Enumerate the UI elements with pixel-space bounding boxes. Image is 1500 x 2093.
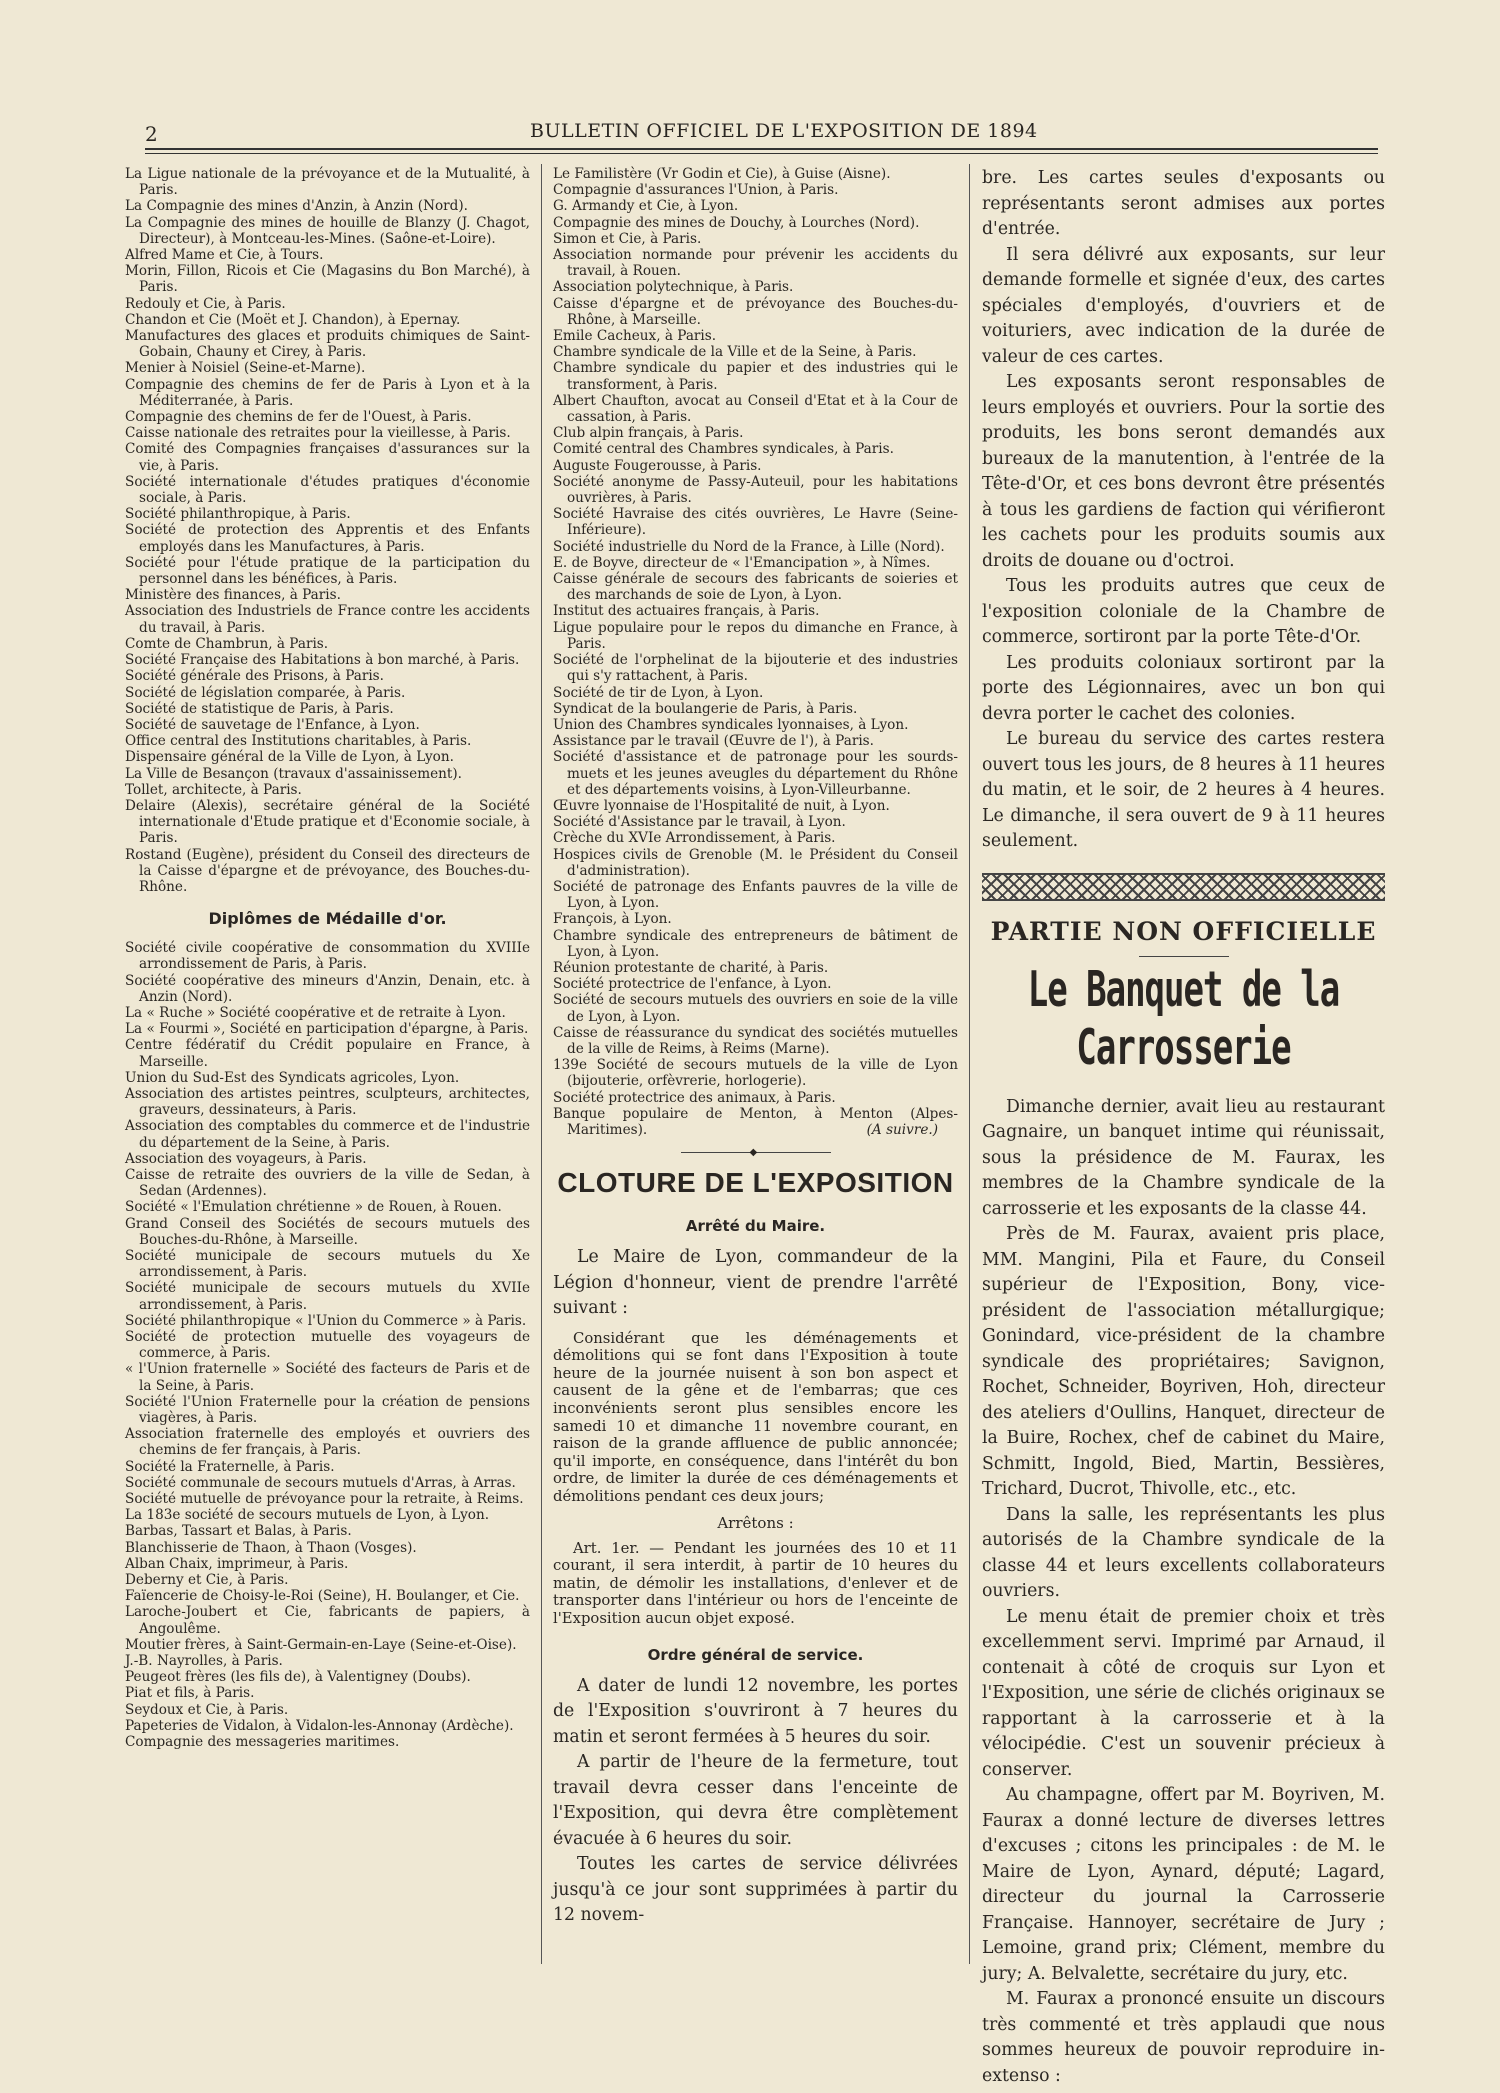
list-item: Auguste Fougerousse, à Paris. [553,457,762,474]
service-paragraph: Tous les produits autres que ceux de l'exposition coloniale de la Chambre de commerce, sortiront par la porte Tête-d'Or. [982,576,1385,647]
list-item: Ligue populaire pour le repos du dimanche en France, à Paris. [553,619,958,652]
list-item: Société de législation comparée, à Paris. [125,684,406,701]
header-rule [145,148,1378,150]
list-item: La Compagnie des mines de houille de Blanzy (J. Chagot, Directeur), à Montceau-les-Mines. (Saône-et-Loire). [125,214,530,247]
list-item: Société la Fraternelle, à Paris. [125,1458,335,1475]
list-item: Association des Industriels de France contre les accidents du travail, à Paris. [125,603,530,636]
list-item: Menier à Noisiel (Seine-et-Marne). [125,360,366,377]
header-rule-thin [145,153,1378,154]
list-item: Caisse de retraite des ouvriers de la ville de Sedan, à Sedan (Ardennes). [125,1166,530,1200]
list-item: Société municipale de secours mutuels du XVIIe arrondissement, à Paris. [125,1280,530,1313]
list-item: Seydoux et Cie, à Paris. [125,1701,289,1718]
list-item: Société « l'Emulation chrétienne » de Rouen, à Rouen. [125,1199,502,1216]
list-item: Chambre syndicale du papier et des industries qui le transforment, à Paris. [553,360,958,393]
list-item: Chandon et Cie (Moët et J. Chandon), à Epernay. [125,311,461,328]
list-item: Delaire (Alexis), secrétaire général de la Société internationale d'Etude pratique et d'Economie sociale, à Paris. [125,797,530,847]
service-paragraph: Les produits coloniaux sortiront par la porte des Légionnaires, avec un bon qui devra porter le cachet des colonies. [982,652,1385,724]
list-item: G. Armandy et Cie, à Lyon. [553,198,739,215]
list-item: Caisse générale de secours des fabricants de soieries et des marchands de soie de Lyon, à Lyon. [553,571,958,604]
list-item: Alban Chaix, imprimeur, à Paris. [125,1555,349,1572]
list-item: Compagnie des chemins de fer de l'Ouest, à Paris. [125,409,472,426]
list-item: Laroche-Joubert et Cie, fabricants de papiers, à Angoulême. [125,1604,530,1637]
list-item: Association des artistes peintres, sculpteurs, architectes, graveurs, dessinateurs, à Paris. [125,1085,530,1119]
list-item: Manufactures des glaces et produits chimiques de Saint-Gobain, Chauny et Cirey, à Paris. [125,328,530,361]
list-item: Chambre syndicale de la Ville et de la Seine, à Paris. [553,344,917,361]
banquet-paragraph: Près de M. Faurax, avaient pris place, MM. Mangini, Pila et Faure, du Conseil supérieur de l'Exposition, Bony, vice-président de l'association métallurgique; Gonindard, vice-président de la chambre syndicale des propriétaires; Savignon, Rochet, Schneider, Boyriven, Hoh, directeur des ateliers d'Oullins, Hanquet, directeur de la Buire, Rochex, chef de cabinet du Maire, Schmitt, Ingold, Bied, Martin, Bessières, Trichard, Ducrot, Thivolle, etc., etc. [982,1224,1385,1499]
list-item: Société protectrice de l'enfance, à Lyon. [553,976,832,993]
list-item: Tollet, architecte, à Paris. [125,781,302,798]
list-item: Banque populaire de Menton, à Menton (Alpes-Maritimes). [553,1105,958,1138]
service-order-heading: Ordre général de service. [647,1645,864,1664]
service-paragraph: bre. Les cartes seules d'exposants ou représentants seront admises aux portes d'entrée. [982,168,1385,239]
list-item: Faïencerie de Choisy-le-Roi (Seine), H. Boulanger, et Cie. [125,1588,520,1605]
list-item: Société de l'orphelinat de la bijouterie et des industries qui s'y rattachent, à Paris. [553,652,958,685]
list-item: Comte de Chambrun, à Paris. [125,635,329,652]
list-item: Société communale de secours mutuels d'Arras, à Arras. [125,1474,516,1491]
list-item: Société de statistique de Paris, à Paris. [125,700,394,717]
column-right [982,166,1385,2089]
list-item: Caisse nationale des retraites pour la vieillesse, à Paris. [125,425,511,442]
banquet-title: Le Banquet de la Carrosserie [1027,960,1340,1077]
service-paragraph: A partir de l'heure de la fermeture, tout travail devra cesser dans l'enceinte de l'Exposition, qui devra être complètement évacuée à 6 heures du soir. [553,1752,958,1849]
decree-arretons: Arrêtons : [717,1513,794,1532]
list-item: Morin, Fillon, Ricois et Cie (Magasins du Bon Marché), à Paris. [125,263,530,296]
service-paragraph: Toutes les cartes de service délivrées jusqu'à ce jour sont supprimées à partir du 12 novem- [553,1854,958,1926]
list-item: Société Française des Habitations à bon marché, à Paris. [125,652,520,669]
closing-title: CLOTURE DE L'EXPOSITION [557,1167,954,1199]
list-item: Association normande pour prévenir les accidents du travail, à Rouen. [553,247,958,280]
service-paragraph: Le bureau du service des cartes restera ouvert tous les jours, de 8 heures à 11 heures du matin, et le soir, de 2 heures à 4 heures. Le dimanche, il sera ouvert de 9 à 11 heures seulement. [982,729,1385,851]
list-item: E. de Boyve, directeur de « l'Emancipation », à Nîmes. [553,554,931,571]
list-item: Union du Sud-Est des Syndicats agricoles, Lyon. [125,1069,460,1086]
list-item: Dispensaire général de la Ville de Lyon, à Lyon. [125,749,454,766]
list-item: Société d'assistance et de patronage pour les sourds-muets et les jeunes aveugles du département du Rhône et des départements voisins, à Lyon-Villeurbanne. [553,749,958,798]
list-item: Ministère des finances, à Paris. [125,587,341,604]
list-item: Barbas, Tassart et Balas, à Paris. [125,1523,352,1540]
list-item: Grand Conseil des Sociétés de secours mutuels des Bouches-du-Rhône, à Marseille. [125,1215,530,1248]
list-item: Chambre syndicale des entrepreneurs de bâtiment de Lyon, à Lyon. [553,927,958,960]
banquet-paragraph: Dimanche dernier, avait lieu au restaurant Gagnaire, un banquet intime qui réunissait, sous la présidence de M. Faurax, les membres de la Chambre syndicale de la carrosserie et les exposants de la classe 44. [982,1096,1385,1219]
non-official-title: PARTIE NON OFFICIELLE [990,916,1377,946]
list-item: Société mutuelle de prévoyance pour la retraite, à Reims. [125,1491,524,1508]
page-number: 2 [145,122,158,146]
list-item: La Ligue nationale de la prévoyance et de la Mutualité, à Paris. [125,166,530,199]
diamond-icon: ◆ [749,1147,758,1159]
list-item: Crèche du XVIe Arrondissement, à Paris. [553,830,836,847]
list-item: Caisse d'épargne et de prévoyance des Bouches-du-Rhône, à Marseille. [553,295,958,328]
list-item: Hospices civils de Grenoble (M. le Président du Conseil d'administration). [553,846,958,879]
list-item: Société philanthropique, à Paris. [125,506,351,523]
list-item: Redouly et Cie, à Paris. [125,295,286,312]
service-paragraph: Il sera délivré aux exposants, sur leur demande formelle et signée d'eux, des cartes spéciales d'employés, d'ouvriers et de voituriers, avec indication de la durée de valeur de ces cartes. [982,244,1385,367]
list-item: Société municipale de secours mutuels du Xe arrondissement, à Paris. [125,1248,530,1281]
list-item: Société de secours mutuels des ouvriers en soie de la ville de Lyon, à Lyon. [553,992,958,1025]
decree-intro: Le Maire de Lyon, commandeur de la Légion d'honneur, vient de prendre l'arrêté suivant : [553,1247,958,1319]
list-item: Emile Cacheux, à Paris. [553,328,717,345]
banquet-paragraph: Dans la salle, les représentants les plus autorisés de la Chambre syndicale de la classe 44 et leurs excellents collaborateurs ouvriers. [982,1504,1385,1601]
list-item: Papeteries de Vidalon, à Vidalon-les-Annonay (Ardèche). [125,1717,514,1734]
list-item: Société de protection mutuelle des voyageurs de commerce, à Paris. [125,1329,530,1362]
list-item: J.-B. Nayrolles, à Paris. [125,1653,283,1670]
list-item: Syndicat de la boulangerie de Paris, à Paris. [553,700,858,717]
gold-medal-heading: Diplômes de Médaille d'or. [208,909,447,929]
list-item: Société industrielle du Nord de la France, à Lille (Nord). [553,538,945,555]
gold-medal-list [125,940,530,1750]
list-item: Alfred Mame et Cie, à Tours. [125,247,324,264]
decree-considering: Considérant que les déménagements et démolitions qui se font dans l'Exposition à toute heure de la journée nuisent à son bon aspect et causent de la gêne et de l'embarras; que ces inconvénients seront plus sensibles encore les samedi 10 et dimanche 11 novembre courant, en raison de la grande affluence de public annoncée; qu'il importe, en conséquence, dans l'intérêt du bon ordre, de limiter la durée de ces déménagements et démolitions pendant ces deux jours; [553,1329,958,1506]
list-item: François, à Lyon. [553,911,672,928]
list-item: Société pour l'étude pratique de la participation du personnel dans les bénéfices, à Paris. [125,554,530,588]
list-item: Société de patronage des Enfants pauvres de la ville de Lyon, à Lyon. [553,878,958,912]
list-item: Association des comptables du commerce et de l'industrie du département de la Seine, à Paris. [125,1118,530,1151]
list-item: Piat et fils, à Paris. [125,1685,255,1702]
list-item: Société l'Union Fraternelle pour la création de pensions viagères, à Paris. [125,1393,530,1427]
list-item: Deberny et Cie, à Paris. [125,1572,289,1589]
list-item: Institut des actuaires français, à Paris. [553,603,820,620]
list-item: Société générale des Prisons, à Paris. [125,668,384,685]
list-item: Assistance par le travail (Œuvre de l'), à Paris. [553,733,874,750]
list-item: La 183e société de secours mutuels de Lyon, à Lyon. [125,1507,490,1524]
list-item: Société civile coopérative de consommation du XVIIIe arrondissement de Paris, à Paris. [125,940,530,973]
list-item: Compagnie des mines de Douchy, à Lourches (Nord). [553,214,920,231]
list-item: Union des Chambres syndicales lyonnaises, à Lyon. [553,716,909,733]
award-list [125,166,530,895]
section-divider [681,1147,831,1159]
list-item: La « Fourmi », Société en participation d'épargne, à Paris. [125,1021,529,1038]
list-item: Rostand (Eugène), président du Conseil des directeurs de la Caisse d'épargne et de prévoyance, des Bouches-du-Rhône. [125,846,530,895]
list-item: Comité central des Chambres syndicales, à Paris. [553,441,894,458]
list-item: Société Havraise des cités ouvrières, Le Havre (Seine-Inférieure). [553,506,958,539]
list-item: 139e Société de secours mutuels de la ville de Lyon (bijouterie, orfèvrerie, horlogerie). [553,1057,958,1090]
ornamental-border [982,873,1385,901]
list-item: Albert Chaufton, avocat au Conseil d'Etat et à la Cour de cassation, à Paris. [553,392,958,426]
list-item: Comité des Compagnies françaises d'assurances sur la vie, à Paris. [125,441,530,474]
service-paragraph: A dater de lundi 12 novembre, les portes de l'Exposition s'ouvriront à 7 heures du matin et seront fermées à 5 heures du soir. [553,1675,958,1747]
list-item: Peugeot frères (les fils de), à Valentigney (Doubs). [125,1669,471,1686]
service-paragraph: Les exposants seront responsables de leurs employés et ouvriers. Pour la sortie des produits, les bons seront demandés aux bureaux de la manutention, à l'entrée de la Tête-d'Or, et ces bons devront être présentés à tous les gardiens de faction qui vérifieront les cachets pour les produits soumis aux droits de douane ou d'octroi. [982,372,1385,571]
list-item: Société coopérative des mineurs d'Anzin, Denain, etc. à Anzin (Nord). [125,972,530,1005]
list-item: Société philanthropique « l'Union du Commerce » à Paris. [125,1312,527,1329]
column-divider [969,164,970,1964]
list-item: La « Ruche » Société coopérative et de retraite à Lyon. [125,1004,506,1021]
list-item: Office central des Institutions charitables, à Paris. [125,733,472,750]
award-list-continued [553,166,958,1138]
mayor-decree-heading: Arrêté du Maire. [685,1217,826,1236]
banquet-paragraph: Le menu était de premier choix et très excellemment servi. Imprimé par Arnaud, il contenait à côté de croquis sur Lyon et l'Exposition, une série de clichés originaux se rapportant à la carrosserie et à la vélocipédie. C'est un souvenir précieux à conserver. [982,1606,1385,1780]
list-item: Caisse de réassurance du syndicat des sociétés mutuelles de la ville de Reims, à Reims (Marne). [553,1024,958,1057]
column-left [125,166,530,1750]
list-item: Association des voyageurs, à Paris. [125,1150,367,1167]
list-item: « l'Union fraternelle » Société des facteurs de Paris et de la Seine, à Paris. [125,1361,530,1394]
list-item: Société de sauvetage de l'Enfance, à Lyon. [125,716,420,733]
list-item: La Compagnie des mines d'Anzin, à Anzin (Nord). [125,198,468,215]
list-item: Société anonyme de Passy-Auteuil, pour les habitations ouvrières, à Paris. [553,473,958,507]
list-item: Simon et Cie, à Paris. [553,230,702,247]
column-middle [553,166,958,1929]
list-item: Société de tir de Lyon, à Lyon. [553,684,764,701]
list-item: Le Familistère (Vr Godin et Cie), à Guise (Aisne). [553,166,891,182]
title-rule [1139,956,1229,957]
list-item: Compagnie des messageries maritimes. [125,1734,400,1751]
list-item: Œuvre lyonnaise de l'Hospitalité de nuit, à Lyon. [553,797,890,814]
list-item: Réunion protestante de charité, à Paris. [553,959,829,976]
list-item: Association polytechnique, à Paris. [553,279,794,296]
banquet-paragraph: Au champagne, offert par M. Boyriven, M. Faurax a donné lecture de diverses lettres d'excuses ; citons les principales : de M. le Maire de Lyon, Aynard, député; Lagard, directeur du journal la Carrosserie Française. Hannoyer, secrétaire de Jury ; Lemoine, grand prix; Clément, membre du jury; A. Belvalette, secrétaire du jury, etc. [982,1785,1385,1984]
list-item: Centre fédératif du Crédit populaire en France, à Marseille. [125,1037,530,1070]
list-item: Société d'Assistance par le travail, à Lyon. [553,814,846,831]
list-item: Société protectrice des animaux, à Paris. [553,1089,836,1106]
list-item: La Ville de Besançon (travaux d'assainissement). [125,765,462,782]
list-item: Compagnie d'assurances l'Union, à Paris. [553,182,839,199]
to-be-continued: (A suivre.) [866,1122,938,1139]
column-divider [541,164,542,1964]
running-head: BULLETIN OFFICIEL DE L'EXPOSITION DE 1894 [530,120,1038,142]
decree-article: Art. 1er. — Pendant les journées des 10 et 11 courant, il sera interdit, à partir de 10 heures du matin, de démolir les installations, d'enlever et de transporter dans l'intérieur ou hors de l'enceinte de l'Exposition aucun objet exposé. [553,1539,958,1627]
list-item: Société de protection des Apprentis et des Enfants employés dans les Manufactures, à Paris. [125,522,530,555]
list-item: Association fraternelle des employés et ouvriers des chemins de fer français, à Paris. [125,1426,530,1459]
list-item: Club alpin français, à Paris. [553,425,744,442]
list-item: Moutier frères, à Saint-Germain-en-Laye (Seine-et-Oise). [125,1636,517,1653]
banquet-paragraph: M. Faurax a prononcé ensuite un discours très commenté et très applaudi que nous sommes heureux de pouvoir reproduire in-extenso : [982,1989,1385,2086]
list-item: Compagnie des chemins de fer de Paris à Lyon et à la Méditerranée, à Paris. [125,376,530,409]
list-item: Société internationale d'études pratiques d'économie sociale, à Paris. [125,473,530,507]
list-item: Blanchisserie de Thaon, à Thaon (Vosges). [125,1539,417,1556]
